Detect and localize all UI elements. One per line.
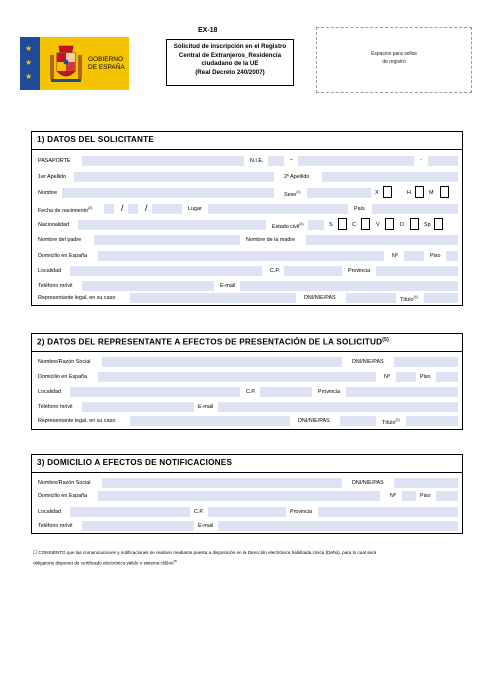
apellido1-field[interactable]: [74, 172, 274, 182]
dni-label: DNI/NIE/PAS: [352, 359, 384, 365]
dni-field[interactable]: [340, 416, 376, 426]
apellido2-label: 2º Apellido: [284, 174, 310, 180]
localidad-field[interactable]: [70, 507, 190, 517]
titulo-field[interactable]: [406, 416, 458, 426]
cp-field[interactable]: [260, 387, 312, 397]
titulo-label: Título$^{(4)}$: [400, 295, 418, 303]
localidad-label: Localidad: [38, 389, 62, 395]
numero-field[interactable]: [402, 491, 416, 501]
pasaporte-label: PASAPORTE: [38, 158, 71, 164]
consent-line: ☐ CONSIENTO que las comunicaciones y notificaciones se realicen mediante puesta a disposición en la Dirección electrónica habilitada Única (Dehú), para lo cual será: [33, 550, 377, 555]
dni-field[interactable]: [394, 357, 458, 367]
email-label: E-mail: [198, 404, 214, 410]
nombre-field[interactable]: [62, 188, 274, 198]
form-title-line: ciudadano de la UE: [201, 60, 259, 67]
representante-field[interactable]: [130, 416, 290, 426]
consent-text[interactable]: [33, 549, 463, 568]
estado-v-checkbox[interactable]: [385, 218, 394, 230]
star-icon: ★: [25, 58, 33, 67]
nacionalidad-field[interactable]: [78, 220, 266, 230]
lugar-field[interactable]: [208, 204, 348, 214]
nie-label: N.I.E.: [250, 158, 264, 164]
gobierno-logo: [20, 37, 129, 90]
madre-label: Nombre de la madre: [246, 237, 296, 243]
provincia-label: Provincia: [348, 268, 371, 274]
localidad-field[interactable]: [70, 266, 262, 276]
apellido2-field[interactable]: [322, 172, 458, 182]
padre-field[interactable]: [94, 235, 240, 245]
form-title-line: (Real Decreto 240/2007): [195, 68, 265, 76]
section-solicitante: [31, 131, 463, 306]
representante-label: Representante legal, en su caso: [38, 295, 116, 301]
nie-control-field[interactable]: [428, 156, 458, 166]
dni-label: DNI/NIE/PAS: [304, 295, 336, 301]
nombre-label: Nombre: [38, 190, 58, 196]
cp-field[interactable]: [284, 266, 342, 276]
razon-social-field[interactable]: [102, 478, 342, 488]
telefono-label: Teléfono móvil: [38, 404, 73, 410]
form-title-box: [166, 39, 294, 86]
fecha-nacimiento-label: Fecha de nacimiento$^{(2)}$: [38, 206, 93, 214]
section-title: 3) DOMICILIO A EFECTOS DE NOTIFICACIONES: [37, 458, 233, 467]
razon-social-field[interactable]: [102, 357, 342, 367]
star-icon: ★: [25, 44, 33, 53]
pais-label: País: [354, 206, 365, 212]
pais-field[interactable]: [372, 204, 458, 214]
dni-field[interactable]: [346, 293, 396, 303]
email-label: E-mail: [198, 523, 214, 529]
estado-d-checkbox[interactable]: [410, 218, 419, 230]
estado-s-label: S: [329, 222, 333, 228]
dni-label: DNI/NIE/PAS: [298, 418, 330, 424]
provincia-field[interactable]: [318, 507, 458, 517]
pasaporte-field[interactable]: [82, 156, 244, 166]
gobierno-text: GOBIERNO DE ESPAÑA: [88, 56, 125, 71]
telefono-label: Teléfono móvil: [38, 523, 73, 529]
form-code: EX-18: [198, 27, 218, 34]
estado-d-label: D: [400, 222, 404, 228]
domicilio-label: Domicilio en España: [38, 374, 88, 380]
provincia-label: Provincia: [318, 389, 341, 395]
email-field[interactable]: [218, 402, 458, 412]
section-representante: [31, 333, 463, 430]
fecha-anio-field[interactable]: [152, 204, 182, 214]
estado-sp-checkbox[interactable]: [434, 218, 443, 230]
cp-label: C.P.: [194, 509, 204, 515]
cp-label: C.P.: [270, 268, 280, 274]
email-label: E-mail: [220, 283, 236, 289]
numero-field[interactable]: [396, 372, 416, 382]
date-separator: /: [121, 203, 124, 213]
fecha-dia-field[interactable]: [104, 204, 114, 214]
localidad-label: Localidad: [38, 509, 62, 515]
section-notificaciones: [31, 454, 463, 534]
eu-flag: [20, 37, 40, 90]
fecha-mes-field[interactable]: [128, 204, 138, 214]
nie-dash: –: [290, 157, 293, 163]
sexo-x-checkbox[interactable]: [383, 186, 392, 198]
section-title: 2) DATOS DEL REPRESENTANTE A EFECTOS DE PRESENTACIÓN DE LA SOLICITUD$^{(5)}$: [37, 337, 389, 347]
piso-field[interactable]: [436, 491, 458, 501]
sexo-h-checkbox[interactable]: [415, 186, 424, 198]
dni-field[interactable]: [394, 478, 458, 488]
representante-label: Representante legal, en su caso: [38, 418, 116, 424]
stamp-label: Espacios para sellos: [371, 51, 417, 57]
provincia-label: Provincia: [290, 509, 313, 515]
estado-civil-spacer: [308, 220, 324, 230]
razon-social-label: Nombre/Razón Social: [38, 359, 91, 365]
localidad-label: Localidad: [38, 268, 62, 274]
nie-number-field[interactable]: [298, 156, 414, 166]
madre-field[interactable]: [306, 235, 458, 245]
telefono-label: Teléfono móvil: [38, 283, 73, 289]
estado-sp-label: Sp: [424, 222, 431, 228]
provincia-field[interactable]: [376, 266, 458, 276]
estado-v-label: V: [376, 222, 380, 228]
telefono-field[interactable]: [82, 281, 214, 291]
consent-note: (6): [173, 559, 178, 563]
piso-field[interactable]: [436, 372, 458, 382]
consent-line: obligatorio disponer de certificado electrónico válido o sistema cl@ve: [33, 560, 174, 566]
nie-dash: -: [420, 157, 422, 163]
sexo-label: Sexo$^{(1)}$: [284, 190, 301, 198]
stamp-label: de registro: [382, 59, 406, 65]
star-icon: ★: [25, 72, 33, 81]
coat-of-arms-icon: [48, 43, 84, 85]
date-separator: /: [145, 203, 148, 213]
domicilio-field[interactable]: [98, 251, 384, 261]
piso-label: Piso: [420, 374, 431, 380]
section-title: 1) DATOS DEL SOLICITANTE: [37, 135, 155, 144]
piso-label: Piso: [420, 493, 431, 499]
form-title-line: Central de Extranjeros_Residencia: [178, 51, 282, 59]
sexo-h-label: H: [407, 190, 411, 196]
numero-label: Nº: [384, 374, 390, 380]
estado-c-label: C: [352, 222, 356, 228]
dni-label: DNI/NIE/PAS: [352, 480, 384, 486]
apellido1-label: 1er Apellido: [38, 174, 67, 180]
numero-field[interactable]: [404, 251, 424, 261]
numero-label: Nº: [390, 493, 396, 499]
nacionalidad-label: Nacionalidad: [38, 222, 70, 228]
email-field[interactable]: [240, 281, 458, 291]
estado-civil-label: Estado civil$^{(3)}$: [272, 222, 304, 230]
telefono-field[interactable]: [82, 402, 194, 412]
cp-label: C.P.: [246, 389, 256, 395]
representante-field[interactable]: [130, 293, 296, 303]
sexo-x-label: X: [375, 190, 379, 196]
sexo-m-checkbox[interactable]: [440, 186, 449, 198]
stamp-area: [316, 27, 472, 93]
titulo-field[interactable]: [424, 293, 458, 303]
piso-label: Piso: [430, 253, 441, 259]
piso-field[interactable]: [446, 251, 458, 261]
domicilio-field[interactable]: [98, 491, 380, 501]
localidad-field[interactable]: [70, 387, 240, 397]
domicilio-label: Domicilio en España: [38, 253, 88, 259]
domicilio-label: Domicilio en España: [38, 493, 88, 499]
sexo-m-label: M: [429, 190, 434, 196]
titulo-label: Título$^{(4)}$: [382, 418, 400, 426]
cp-field[interactable]: [208, 507, 286, 517]
estado-c-checkbox[interactable]: [361, 218, 370, 230]
nie-letter-field[interactable]: [268, 156, 284, 166]
telefono-field[interactable]: [82, 521, 194, 531]
lugar-label: Lugar: [188, 206, 202, 212]
domicilio-field[interactable]: [98, 372, 376, 382]
estado-s-checkbox[interactable]: [338, 218, 347, 230]
sexo-spacer: [307, 188, 371, 198]
numero-label: Nº: [392, 253, 398, 259]
provincia-field[interactable]: [346, 387, 458, 397]
razon-social-label: Nombre/Razón Social: [38, 480, 91, 486]
email-field[interactable]: [218, 521, 458, 531]
padre-label: Nombre del padre: [38, 237, 82, 243]
form-title-line: Solicitud de inscripción en el Registro: [173, 43, 287, 50]
